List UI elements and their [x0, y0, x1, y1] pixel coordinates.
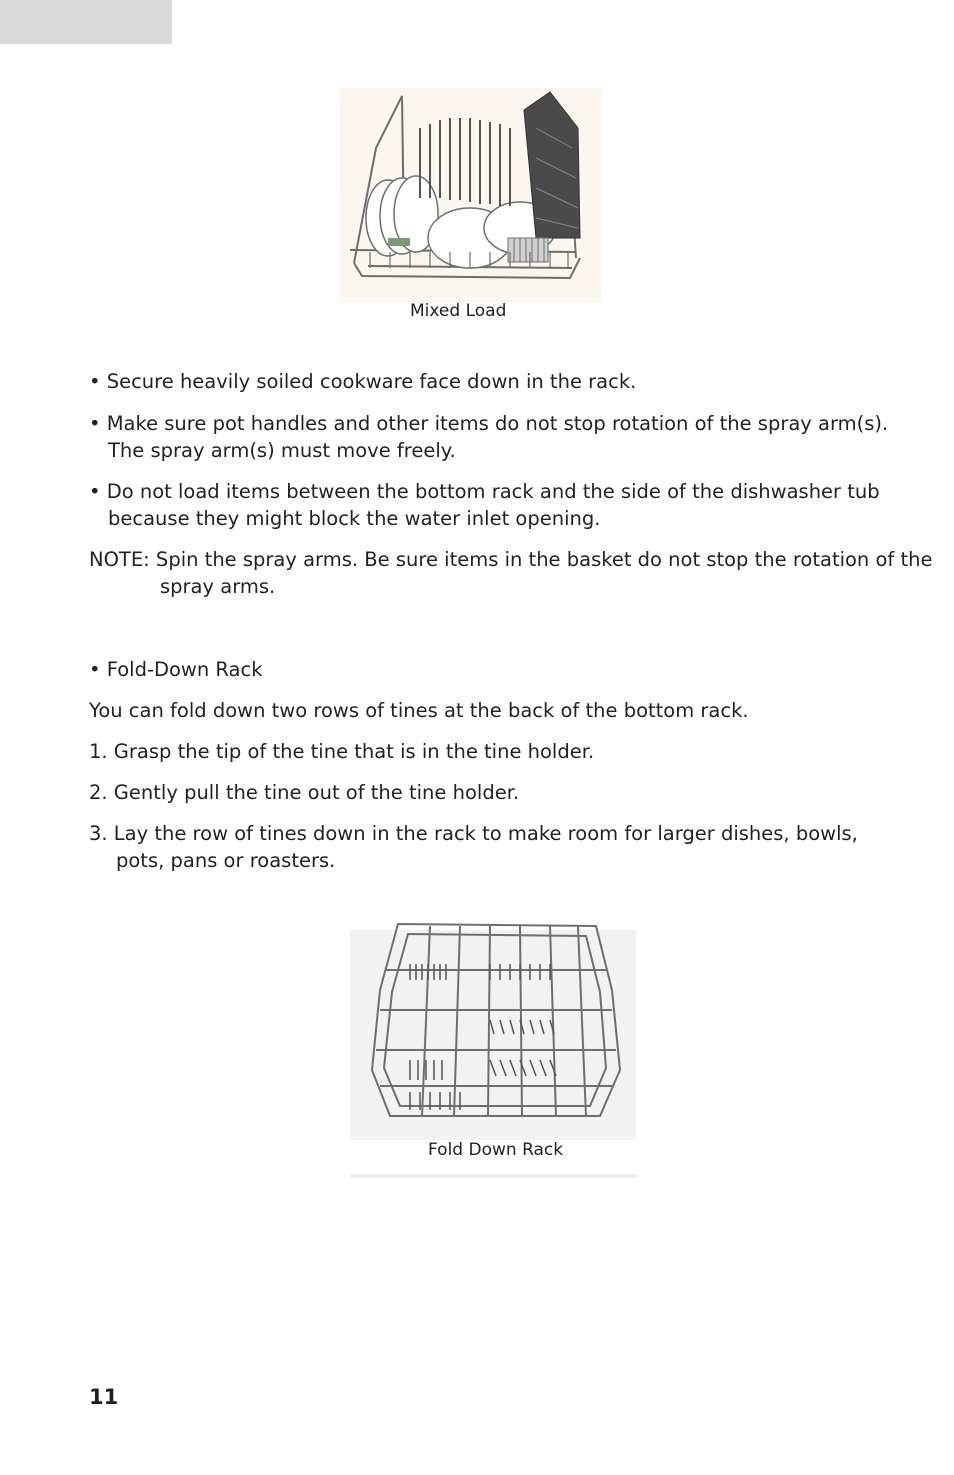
fold-down-step-2: 2. Gently pull the tine out of the tine holder.	[89, 781, 520, 804]
fold-down-intro: You can fold down two rows of tines at the back of the bottom rack.	[89, 699, 749, 722]
fold-down-heading: • Fold-Down Rack	[89, 658, 263, 681]
page-number: 11	[89, 1385, 119, 1409]
fold-down-step-3: 3. Lay the row of tines down in the rack to make room for larger dishes, bowls, pots, pans or roasters.	[89, 822, 858, 872]
bullet-water-inlet: • Do not load items between the bottom rack and the side of the dishwasher tub because they might block the water inlet opening.	[89, 480, 880, 530]
mixed-load-caption: Mixed Load	[410, 301, 507, 321]
fold-down-step-1: 1. Grasp the tip of the tine that is in the tine holder.	[89, 740, 595, 763]
note-spray-arms: NOTE: Spin the spray arms. Be sure items in the basket do not stop the rotation of the spray arms.	[89, 548, 933, 598]
header-tab	[0, 0, 172, 44]
mixed-load-figure	[340, 88, 602, 302]
bullet-secure-cookware: • Secure heavily soiled cookware face down in the rack.	[89, 370, 637, 393]
dishwasher-rack-mixed-load-illustration	[340, 88, 602, 302]
fold-down-rack-caption: Fold Down Rack	[428, 1140, 564, 1160]
bullet-pot-handles: • Make sure pot handles and other items do not stop rotation of the spray arm(s). The spray arm(s) must move freely.	[89, 412, 889, 462]
